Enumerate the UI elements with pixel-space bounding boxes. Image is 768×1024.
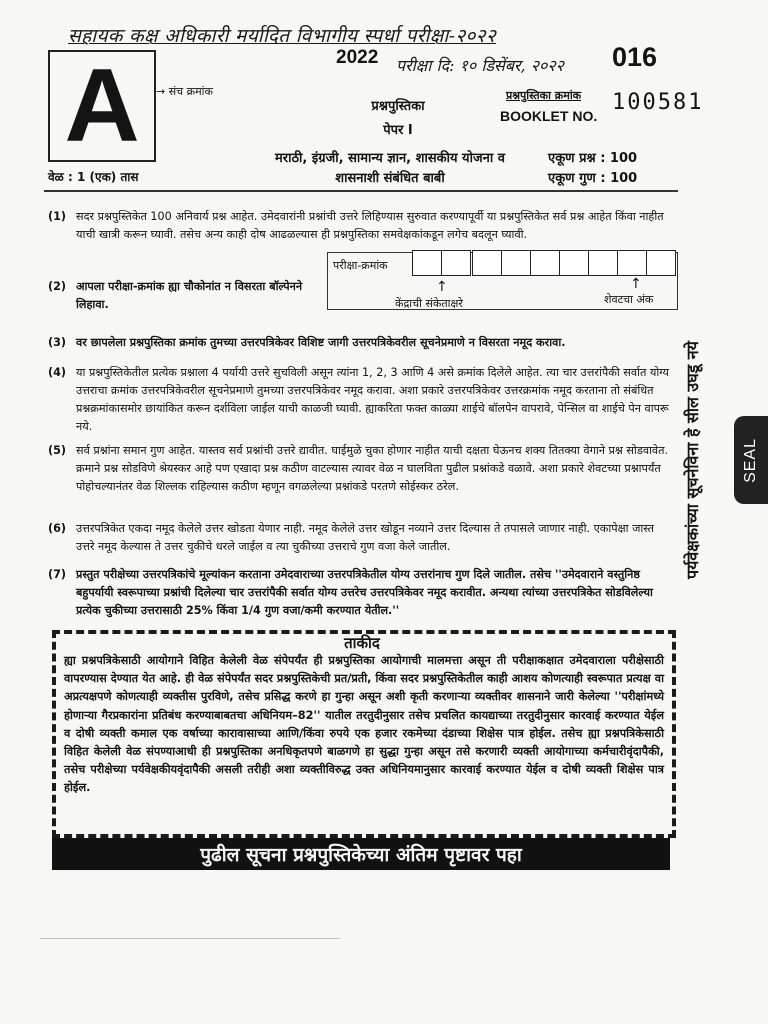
instruction-text: आपला परीक्षा-क्रमांक ह्या चौकोनांत न विसरता बॉल्पेनने लिहावा.	[76, 280, 303, 311]
instruction-number: (1)	[48, 210, 67, 223]
instruction-4	[48, 364, 674, 436]
exam-number-cell[interactable]	[617, 250, 647, 276]
total-questions: एकूण प्रश्न : 100	[548, 151, 638, 166]
exam-title: सहायक कक्ष अधिकारी मर्यादित विभागीय स्पर्धा परीक्षा-२०२२	[68, 25, 497, 47]
seal-label: SEAL	[742, 437, 759, 483]
code-number: 016	[612, 42, 658, 72]
instruction-7	[48, 566, 674, 620]
booklet-number-label-en: BOOKLET NO.	[500, 108, 598, 124]
booklet-heading: प्रश्नपुस्तिका	[371, 99, 425, 114]
instruction-number: (3)	[48, 336, 67, 349]
instruction-3	[48, 334, 674, 352]
booklet-number: 100581	[612, 90, 704, 115]
exam-number-cell[interactable]	[501, 250, 531, 276]
exam-number-cell[interactable]	[559, 250, 589, 276]
arrow-up-icon: ↑	[436, 279, 448, 295]
exam-number-cell[interactable]	[412, 250, 442, 276]
total-marks: एकूण गुण : 100	[548, 171, 638, 186]
seal-tab[interactable]	[734, 416, 768, 504]
paper-label: पेपर I	[383, 123, 413, 138]
exam-number-cell[interactable]	[472, 250, 502, 276]
instruction-5	[48, 442, 674, 496]
instruction-1	[48, 208, 674, 244]
instruction-text: प्रस्तुत परीक्षेच्या उत्तरपत्रिकांचे मूल्यांकन करताना उमेदवाराच्या उत्तरपत्रिकेतील योग्य उत्तरांनाच गुण दिले जातील. तसेच ''उमेदवाराने वस्तुनिष्ठ बहुपर्यायी स्वरूपाच्या प्रश्नांची दिलेल्या चार उत्तरांपैकी सर्वात योग्य उत्तरेच उत्तरपत्रिकेवर नमूद करावीत. अन्यथा त्यांच्या उत्तरपत्रिकेत सोडविलेल्या प्रत्येक चुकीच्या उत्तरासाठी 25% किंवा 1/4 गुण वजा/कमी करण्यात येतील.''	[76, 568, 653, 617]
instruction-number: (2)	[48, 280, 67, 293]
subjects-line-2: शासनाशी संबंधित बाबी	[335, 171, 445, 186]
exam-number-cell[interactable]	[588, 250, 618, 276]
instruction-number: (6)	[48, 522, 67, 535]
exam-time: वेळ : 1 (एक) तास	[48, 170, 139, 184]
arrow-up-icon: ↑	[630, 276, 642, 292]
warning-title: ताकीद	[344, 634, 380, 652]
instruction-text: सर्व प्रश्नांना समान गुण आहेत. यास्तव सर्व प्रश्नांची उत्तरे द्यावीत. घाईमुळे चुका होणार नाहीत याची दक्षता घेऊनच शक्य तितक्या वेगाने प्रश्न सोडवावेत. क्रमाने प्रश्न सोडविणे श्रेयस्कर आहे पण एखादा प्रश्न कठीण वाटल्यास त्यावर वेळ न घालविता पुढील प्रश्नांकडे वळावे. अशा प्रकारे शेवटच्या प्रश्नापर्यंत पोहोचल्यानंतर वेळ शिल्लक राहिल्यास कठीण म्हणून वगळलेल्या प्रश्नांकडे परतणे सोईस्कर ठरेल.	[76, 444, 669, 493]
exam-number-label: परीक्षा-क्रमांक	[333, 259, 388, 272]
instruction-text: उत्तरपत्रिकेत एकदा नमूद केलेले उत्तर खोडता येणार नाही. नमूद केलेले उत्तर खोडून नव्याने उत्तर दिल्यास ते तपासले जाणार नाही. एकापेक्षा जास्त उत्तरे नमूद केल्यास ते उत्तर चुकीचे धरले जाईल व त्या चुकीच्या उत्तराचे गुण वजा केले जातील.	[76, 522, 655, 553]
instruction-number: (5)	[48, 444, 67, 457]
serial-label: → संच क्रमांक	[156, 85, 213, 98]
exam-number-cell[interactable]	[441, 250, 471, 276]
seal-instruction-vertical: पर्यवेक्षकांच्या सूचनेविना हे सील उघडू नये	[683, 341, 702, 579]
exam-date: परीक्षा दि: १० डिसेंबर, २०२२	[396, 56, 564, 75]
instruction-number: (4)	[48, 366, 67, 379]
instruction-6	[48, 520, 674, 556]
exam-number-cell[interactable]	[530, 250, 560, 276]
instruction-2	[48, 278, 318, 314]
exam-year: 2022	[336, 47, 379, 68]
page-mark	[40, 938, 340, 939]
question-set-code: A	[48, 50, 156, 162]
warning-body: ह्या प्रश्नपत्रिकेसाठी आयोगाने विहित केलेली वेळ संपेपर्यंत ही प्रश्नपुस्तिका आयोगाची मालमत्ता असून ती परीक्षाकक्षात उमेदवाराला परीक्षेसाठी वापरण्यास देण्यात येत आहे. ही वेळ संपेपर्यंत सदर प्रश्नपुस्तिकेची प्रत/प्रती, किंवा सदर प्रश्नपुस्तिकेतील काही आशय कोणत्याही स्वरूपात प्रत्यक्ष वा अप्रत्यक्षपणे कोणत्याही व्यक्तीस पुरविणे, तसेच प्रसिद्ध करणे हा गुन्हा असून अशी कृती करणाऱ्या व्यक्तीवर शासनाने जारी केलेल्या ''परीक्षांमध्ये होणाऱ्या गैरप्रकारांना प्रतिबंध करण्याबाबतचा अधिनियम–82'' यातील तरतुदीनुसार तसेच प्रचलित कायद्याच्या तरतुदीनुसार कारवाई करण्यात येईल व दोषी व्यक्ती कमाल एक वर्षाच्या कारावासाच्या आणि/किंवा रुपये एक हजार रकमेच्या दंडाच्या शिक्षेस पात्र होईल. तसेच ह्या प्रश्नपत्रिकेसाठी विहित केलेली वेळ संपण्याआधी ही प्रश्नपुस्तिका अनधिकृतपणे बाळगणे हा सुद्धा गुन्हा असून तसे करणारी व्यक्ती आयोगाच्या कर्मचारीवृंदापैकी, तसेच परीक्षेच्या पर्यवेक्षकीयवृंदापैकी असली तरीही अशा व्यक्तीविरुद्ध उक्त अधिनियमानुसार कारवाई करण्यात येईल व दोषी व्यक्ती शिक्षेस पात्र होईल.	[64, 654, 664, 795]
exam-number-cell[interactable]	[646, 250, 676, 276]
header-divider	[44, 190, 678, 192]
subjects-line-1: मराठी, इंग्रजी, सामान्य ज्ञान, शासकीय योजना व	[275, 151, 505, 166]
centre-code-label: केंद्राची संकेताक्षरे	[395, 297, 463, 310]
last-digit-label: शेवटचा अंक	[604, 293, 654, 306]
footer-note: पुढील सूचना प्रश्नपुस्तिकेच्या अंतिम पृष्टावर पहा	[52, 838, 670, 870]
instruction-text: वर छापलेला प्रश्नपुस्तिका क्रमांक तुमच्या उत्तरपत्रिकेवर विशिष्ट जागी उत्तरपत्रिकेवरील सूचनेप्रमाणे न विसरता नमूद करावा.	[76, 336, 566, 349]
instruction-text: सदर प्रश्नपुस्तिकेत 100 अनिवार्य प्रश्न आहेत. उमेदवारांनी प्रश्नांची उत्तरे लिहिण्यास सुरुवात करण्यापूर्वी या प्रश्नपुस्तिकेत सर्व प्रश्न आहेत किंवा नाहीत याची खात्री करून घ्यावी. तसेच अन्य काही दोष आढळल्यास ही प्रश्नपुस्तिका समवेक्षकांकडून लगेच बदलून घ्यावी.	[76, 210, 664, 241]
instruction-number: (7)	[48, 568, 67, 581]
booklet-number-label-mr: प्रश्नपुस्तिका क्रमांक	[506, 89, 582, 102]
instruction-text: या प्रश्नपुस्तिकेतील प्रत्येक प्रश्नाला 4 पर्यायी उत्तरे सुचविली असून त्यांना 1, 2, 3 आणि 4 असे क्रमांक दिलेले आहेत. त्या चार उत्तरांपैकी सर्वात योग्य उत्तराचा क्रमांक उत्तरपत्रिकेवरील सूचनेप्रमाणे तुमच्या उत्तरपत्रिकेवर नमूद करावा. अशा प्रकारे उत्तरपत्रिकेवर उत्तरक्रमांक नमूद करताना तो संबंधित प्रश्नक्रमांकासमोर छायांकित करून दर्शविला जाईल याची काळजी घ्यावी. ह्याकरिता फक्त काळ्या शाईचे बॉलपेन वापरावे, पेन्सिल वा शाईचे पेन वापरू नये.	[76, 366, 669, 433]
